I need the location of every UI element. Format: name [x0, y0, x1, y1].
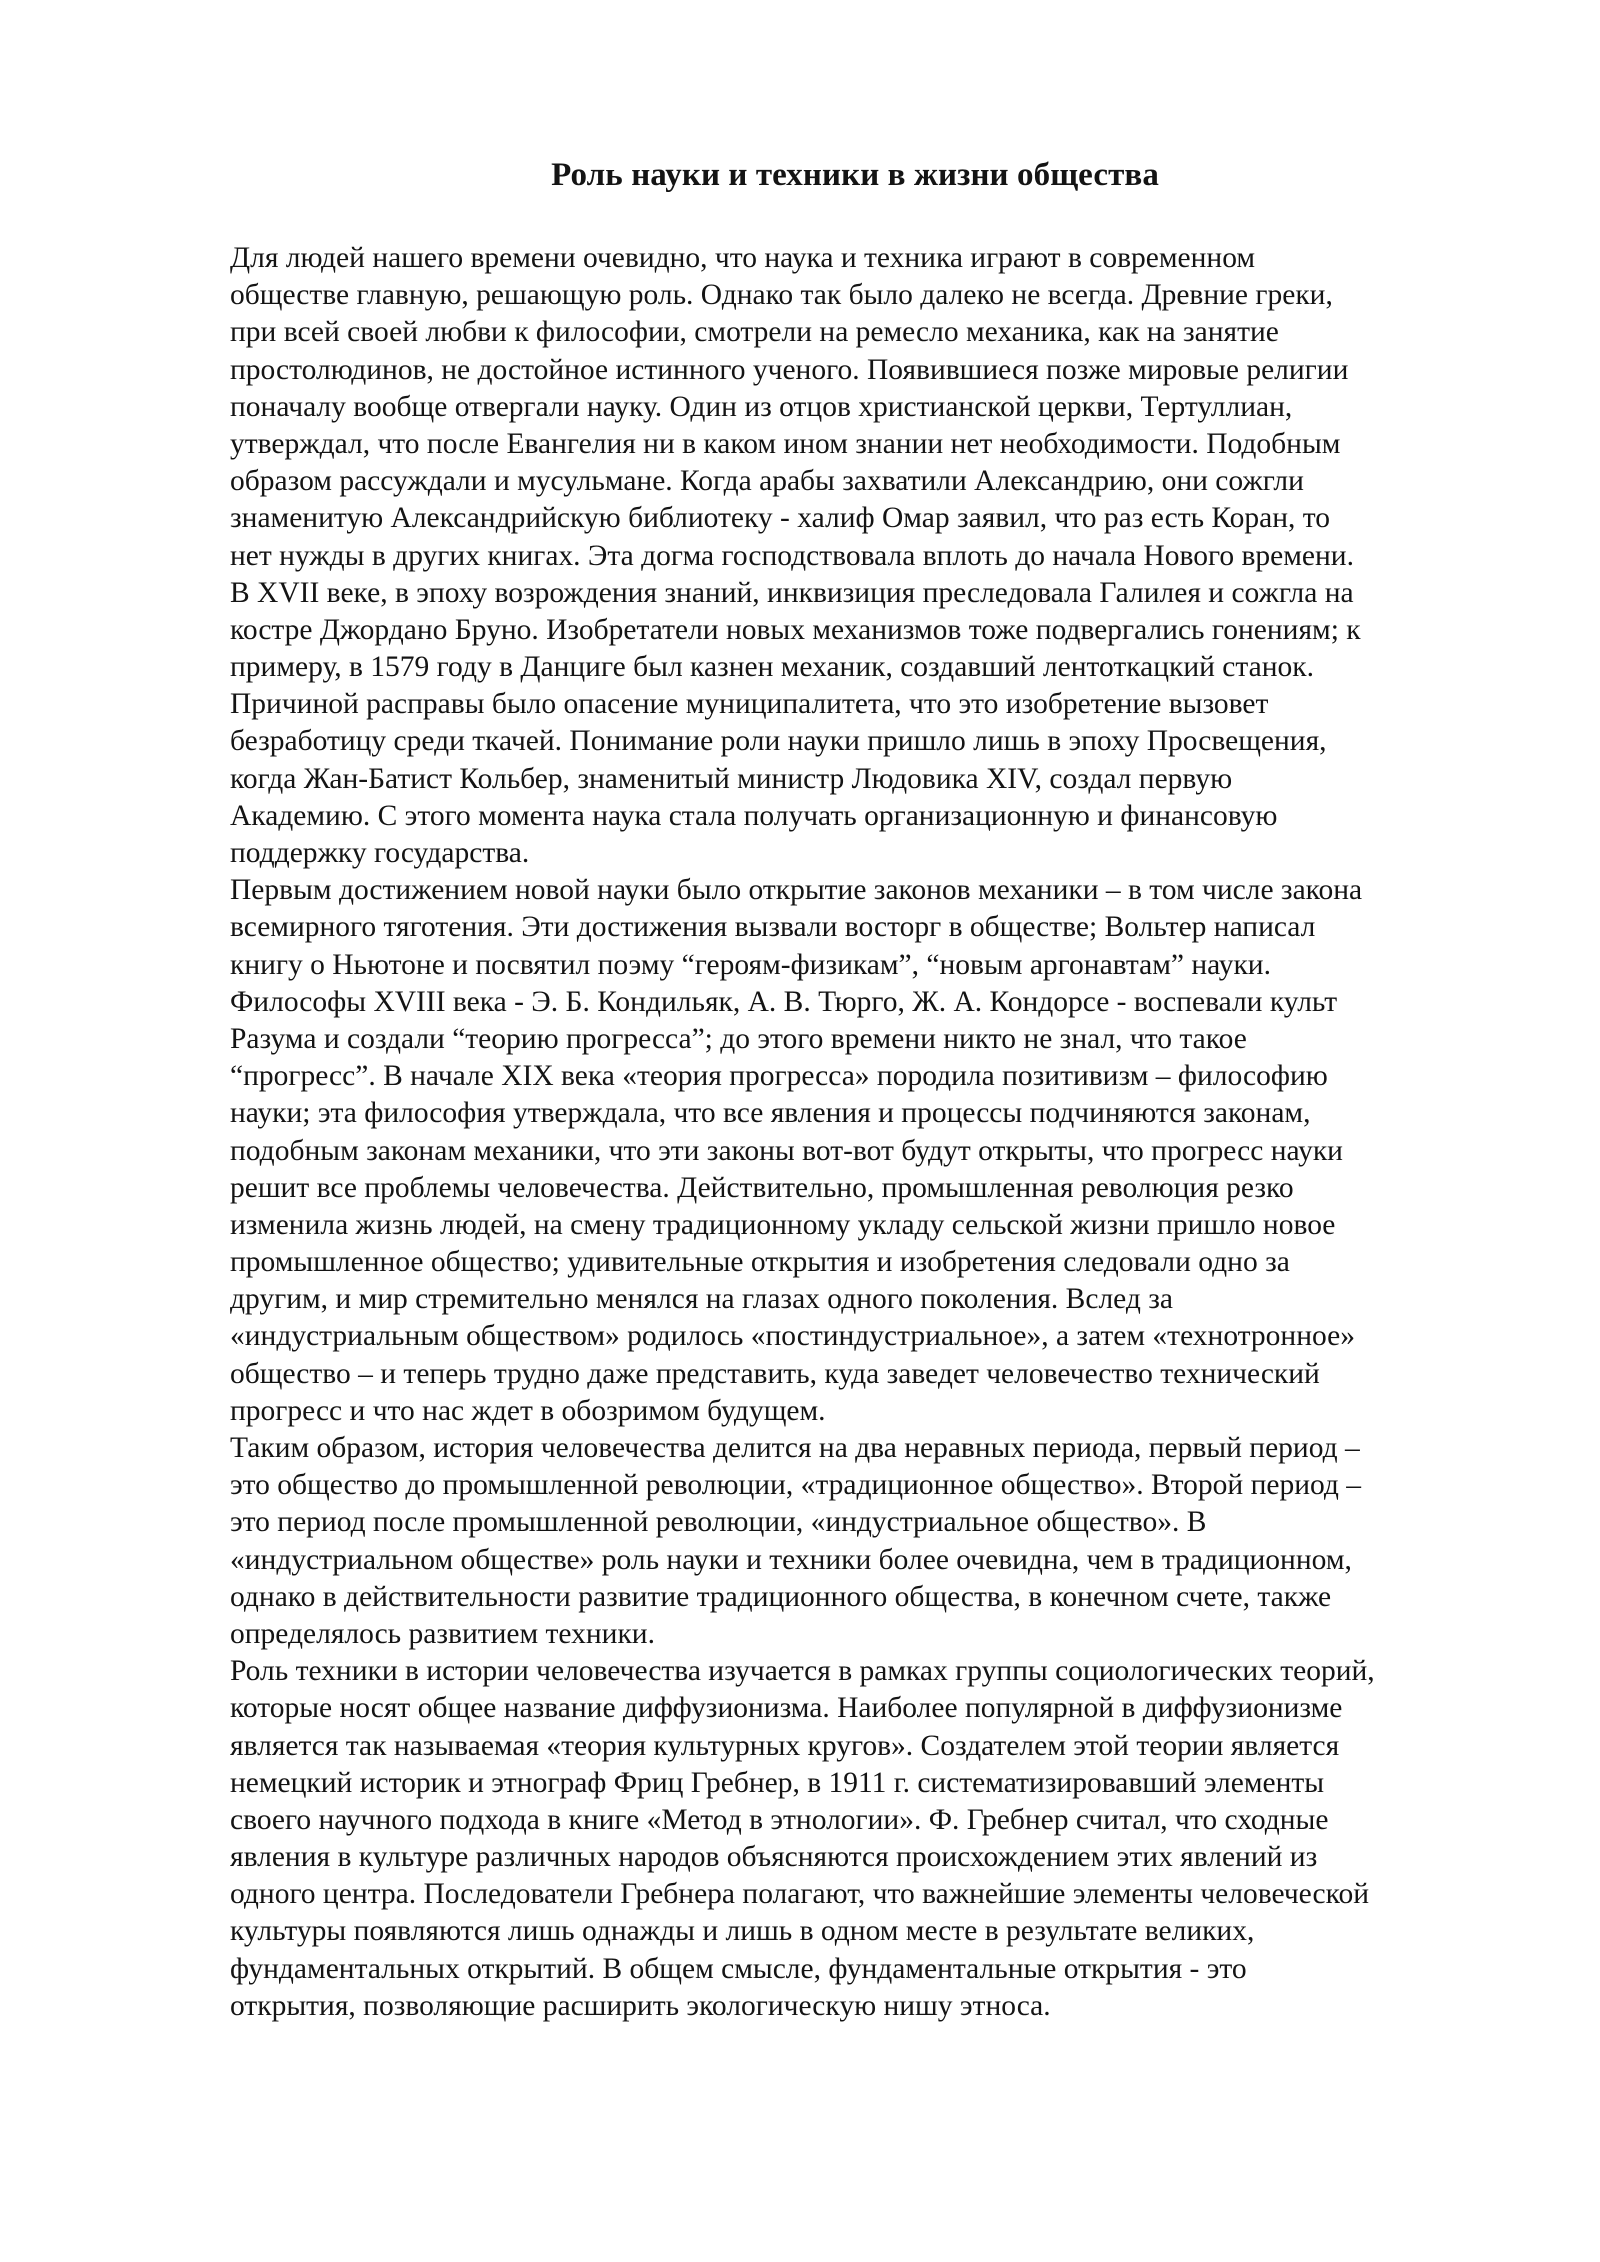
text-line: явления в культуре различных народов объясняются происхождением этих явлений из: [230, 1841, 1318, 1874]
text-line: науки; эта философия утверждала, что все явления и процессы подчиняются законам,: [230, 1097, 1311, 1130]
text-line: при всей своей любви к философии, смотрели на ремесло механика, как на занятие: [230, 316, 1279, 349]
text-line: безработицу среди ткачей. Понимание роли науки пришло лишь в эпоху Просвещения,: [230, 725, 1327, 758]
text-line: которые носят общее название диффузионизма. Наиболее популярной в диффузионизме: [230, 1692, 1343, 1725]
document-body: [230, 240, 1500, 2025]
text-line: «индустриальном обществе» роль науки и техники более очевидна, чем в традиционном,: [230, 1543, 1352, 1576]
text-line: изменила жизнь людей, на смену традиционному укладу сельской жизни пришло новое: [230, 1208, 1336, 1241]
text-line: своего научного подхода в книге «Метод в этнологии». Ф. Гребнер считал, что сходные: [230, 1803, 1329, 1836]
text-line: утверждал, что после Евангелия ни в каком ином знании нет необходимости. Подобным: [230, 427, 1341, 460]
text-line: промышленное общество; удивительные открытия и изобретения следовали одно за: [230, 1246, 1290, 1279]
text-line: решит все проблемы человечества. Действительно, промышленная революция резко: [230, 1171, 1294, 1204]
text-line: это период после промышленной революции, «индустриальное общество». В: [230, 1506, 1207, 1539]
text-line: “прогресс”. В начале XIX века «теория прогресса» породила позитивизм – философию: [230, 1060, 1328, 1093]
text-line: поначалу вообще отвергали науку. Один из отцов христианской церкви, Тертуллиан,: [230, 390, 1293, 423]
text-line: определялось развитием техники.: [230, 1617, 655, 1650]
text-line: немецкий историк и этнограф Фриц Гребнер, в 1911 г. систематизировавший элементы: [230, 1766, 1325, 1799]
text-line: Причиной расправы было опасение муниципалитета, что это изобретение вызовет: [230, 688, 1269, 721]
text-line: «индустриальным обществом» родилось «постиндустриальное», а затем «технотронное»: [230, 1320, 1355, 1353]
text-line: обществе главную, решающую роль. Однако так было далеко не всегда. Древние греки,: [230, 279, 1333, 312]
text-line: культуры появляются лишь однажды и лишь в одном месте в результате великих,: [230, 1915, 1255, 1948]
text-line: Первым достижением новой науки было открытие законов механики – в том числе закона: [230, 874, 1363, 907]
text-line: это общество до промышленной революции, «традиционное общество». Второй период –: [230, 1469, 1362, 1502]
text-line: однако в действительности развитие традиционного общества, в конечном счете, также: [230, 1580, 1332, 1613]
text-line: подобным законам механики, что эти законы вот-вот будут открыты, что прогресс науки: [230, 1134, 1343, 1167]
text-line: когда Жан-Батист Кольбер, знаменитый министр Людовика XIV, создал первую: [230, 762, 1233, 795]
text-line: Разума и создали “теорию прогресса”; до этого времени никто не знал, что такое: [230, 1022, 1247, 1055]
text-line: костре Джордано Бруно. Изобретатели новых механизмов тоже подвергались гонениям; к: [230, 613, 1361, 646]
text-line: Философы XVIII века - Э. Б. Кондильяк, А. В. Тюрго, Ж. А. Кондорсе - воспевали культ: [230, 985, 1338, 1018]
text-line: нет нужды в других книгах. Эта догма господствовала вплоть до начала Нового времени.: [230, 539, 1354, 572]
text-line: знаменитую Александрийскую библиотеку - халиф Омар заявил, что раз есть Коран, то: [230, 502, 1331, 535]
document-title: Роль науки и техники в жизни общества: [551, 157, 1159, 193]
text-line: В XVII веке, в эпоху возрождения знаний, инквизиция преследовала Галилея и сожгла на: [230, 576, 1354, 609]
text-line: поддержку государства.: [230, 837, 530, 869]
text-line: книгу о Ньютоне и посвятил поэму “героям-физикам”, “новым аргонавтам” науки.: [230, 948, 1271, 981]
text-line: Роль техники в истории человечества изучается в рамках группы социологических теорий,: [230, 1655, 1375, 1688]
text-line: всемирного тяготения. Эти достижения вызвали восторг в обществе; Вольтер написал: [230, 911, 1316, 944]
text-line: Академию. С этого момента наука стала получать организационную и финансовую: [230, 799, 1278, 832]
text-line: общество – и теперь трудно даже представить, куда заведет человечество технический: [230, 1357, 1320, 1390]
text-line: Таким образом, история человечества делится на два неравных периода, первый период –: [230, 1432, 1360, 1464]
text-line: образом рассуждали и мусульмане. Когда арабы захватили Александрию, они сожгли: [230, 465, 1304, 498]
text-line: Для людей нашего времени очевидно, что наука и техника играют в современном: [230, 242, 1256, 274]
text-line: одного центра. Последователи Гребнера полагают, что важнейшие элементы человеческой: [230, 1878, 1369, 1911]
text-line: другим, и мир стремительно менялся на глазах одного поколения. Вслед за: [230, 1283, 1174, 1316]
text-line: является так называемая «теория культурных кругов». Создателем этой теории является: [230, 1729, 1340, 1762]
text-line: простолюдинов, не достойное истинного ученого. Появившиеся позже мировые религии: [230, 353, 1349, 386]
text-line: фундаментальных открытий. В общем смысле, фундаментальные открытия - это: [230, 1952, 1247, 1985]
text-line: прогресс и что нас ждет в обозримом будущем.: [230, 1394, 826, 1427]
text-line: примеру, в 1579 году в Данциге был казнен механик, создавший лентоткацкий станок.: [230, 651, 1314, 684]
text-line: открытия, позволяющие расширить экологическую нишу этноса.: [230, 1989, 1051, 2022]
